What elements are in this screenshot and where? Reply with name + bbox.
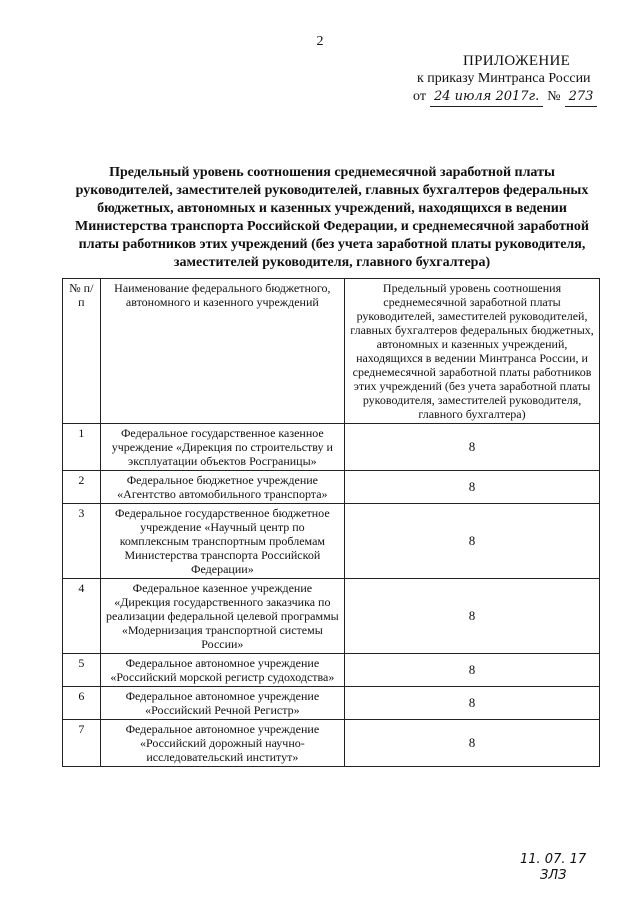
table-row — [63, 579, 600, 654]
row-value: 8 — [345, 579, 600, 654]
row-no: 7 — [63, 720, 101, 767]
row-value: 8 — [345, 424, 600, 471]
table-row — [63, 687, 600, 720]
appendix-title: ПРИЛОЖЕНИЕ — [463, 53, 571, 69]
table-row — [63, 720, 600, 767]
header-no: № п/п — [63, 279, 101, 424]
handwritten-number: 273 — [565, 88, 598, 107]
row-name: Федеральное автономное учреждение «Российский дорожный научно-исследовательский институт» — [100, 720, 344, 767]
table-header-row — [63, 279, 600, 424]
row-no: 2 — [63, 471, 101, 504]
table-row — [63, 471, 600, 504]
appendix-number-label: № — [547, 89, 561, 104]
row-name: Федеральное автономное учреждение «Российский Речной Регистр» — [100, 687, 344, 720]
row-name: Федеральное автономное учреждение «Российский морской регистр судоходства» — [100, 654, 344, 687]
row-no: 5 — [63, 654, 101, 687]
row-name: Федеральное государственное бюджетное учреждение «Научный центр по комплексным транспортным проблемам Министерства транспорта Российской Федерации» — [100, 504, 344, 579]
row-no: 1 — [63, 424, 101, 471]
appendix-block — [405, 52, 615, 107]
row-no: 3 — [63, 504, 101, 579]
handwritten-date: 24 июля 2017г. — [430, 88, 543, 107]
header-value: Предельный уровень соотношения среднемесячной заработной платы руководителей, заместителей руководителей, главных бухгалтеров федеральных бюджетных, автономных и казенных учреждений, находящихся в ведении Минтранса России, и среднемесячной заработной платы работников этих учреждений (без учета заработной платы руководителя, заместителей руководителя, главного бухгалтера) — [345, 279, 600, 424]
row-name: Федеральное государственное казенное учреждение «Дирекция по строительству и эксплуатации объектов Росграницы» — [100, 424, 344, 471]
appendix-subtitle: к приказу Минтранса России — [417, 71, 591, 86]
handwritten-stamp — [520, 852, 586, 884]
row-name: Федеральное казенное учреждение «Дирекция государственного заказчика по реализации федеральной целевой программы «Модернизация транспортной системы России» — [100, 579, 344, 654]
page-number: 2 — [316, 34, 324, 49]
table-row — [63, 424, 600, 471]
row-value: 8 — [345, 720, 600, 767]
row-value: 8 — [345, 504, 600, 579]
document-heading: Предельный уровень соотношения среднемесячной заработной платы руководителей, заместителей руководителей, главных бухгалтеров федеральных бюджетных, автономных и казенных учреждений, находящихся в ведении Министерства транспорта Российской Федерации, и среднемесячной заработной платы работников этих учреждений (без учета заработной платы руководителя, заместителей руководителя, главного бухгалтера) — [75, 165, 589, 270]
table-row — [63, 504, 600, 579]
ratio-table — [62, 278, 600, 767]
appendix-from-label: от — [413, 89, 426, 104]
row-value: 8 — [345, 471, 600, 504]
stamp-date: 11. 07. 17 — [520, 852, 587, 867]
row-no: 6 — [63, 687, 101, 720]
row-no: 4 — [63, 579, 101, 654]
row-value: 8 — [345, 687, 600, 720]
stamp-signature: ЗЛЗ — [540, 868, 567, 883]
row-name: Федеральное бюджетное учреждение «Агентство автомобильного транспорта» — [100, 471, 344, 504]
header-name: Наименование федерального бюджетного, автономного и казенного учреждений — [100, 279, 344, 424]
row-value: 8 — [345, 654, 600, 687]
appendix-date-line — [405, 88, 615, 107]
table-row — [63, 654, 600, 687]
